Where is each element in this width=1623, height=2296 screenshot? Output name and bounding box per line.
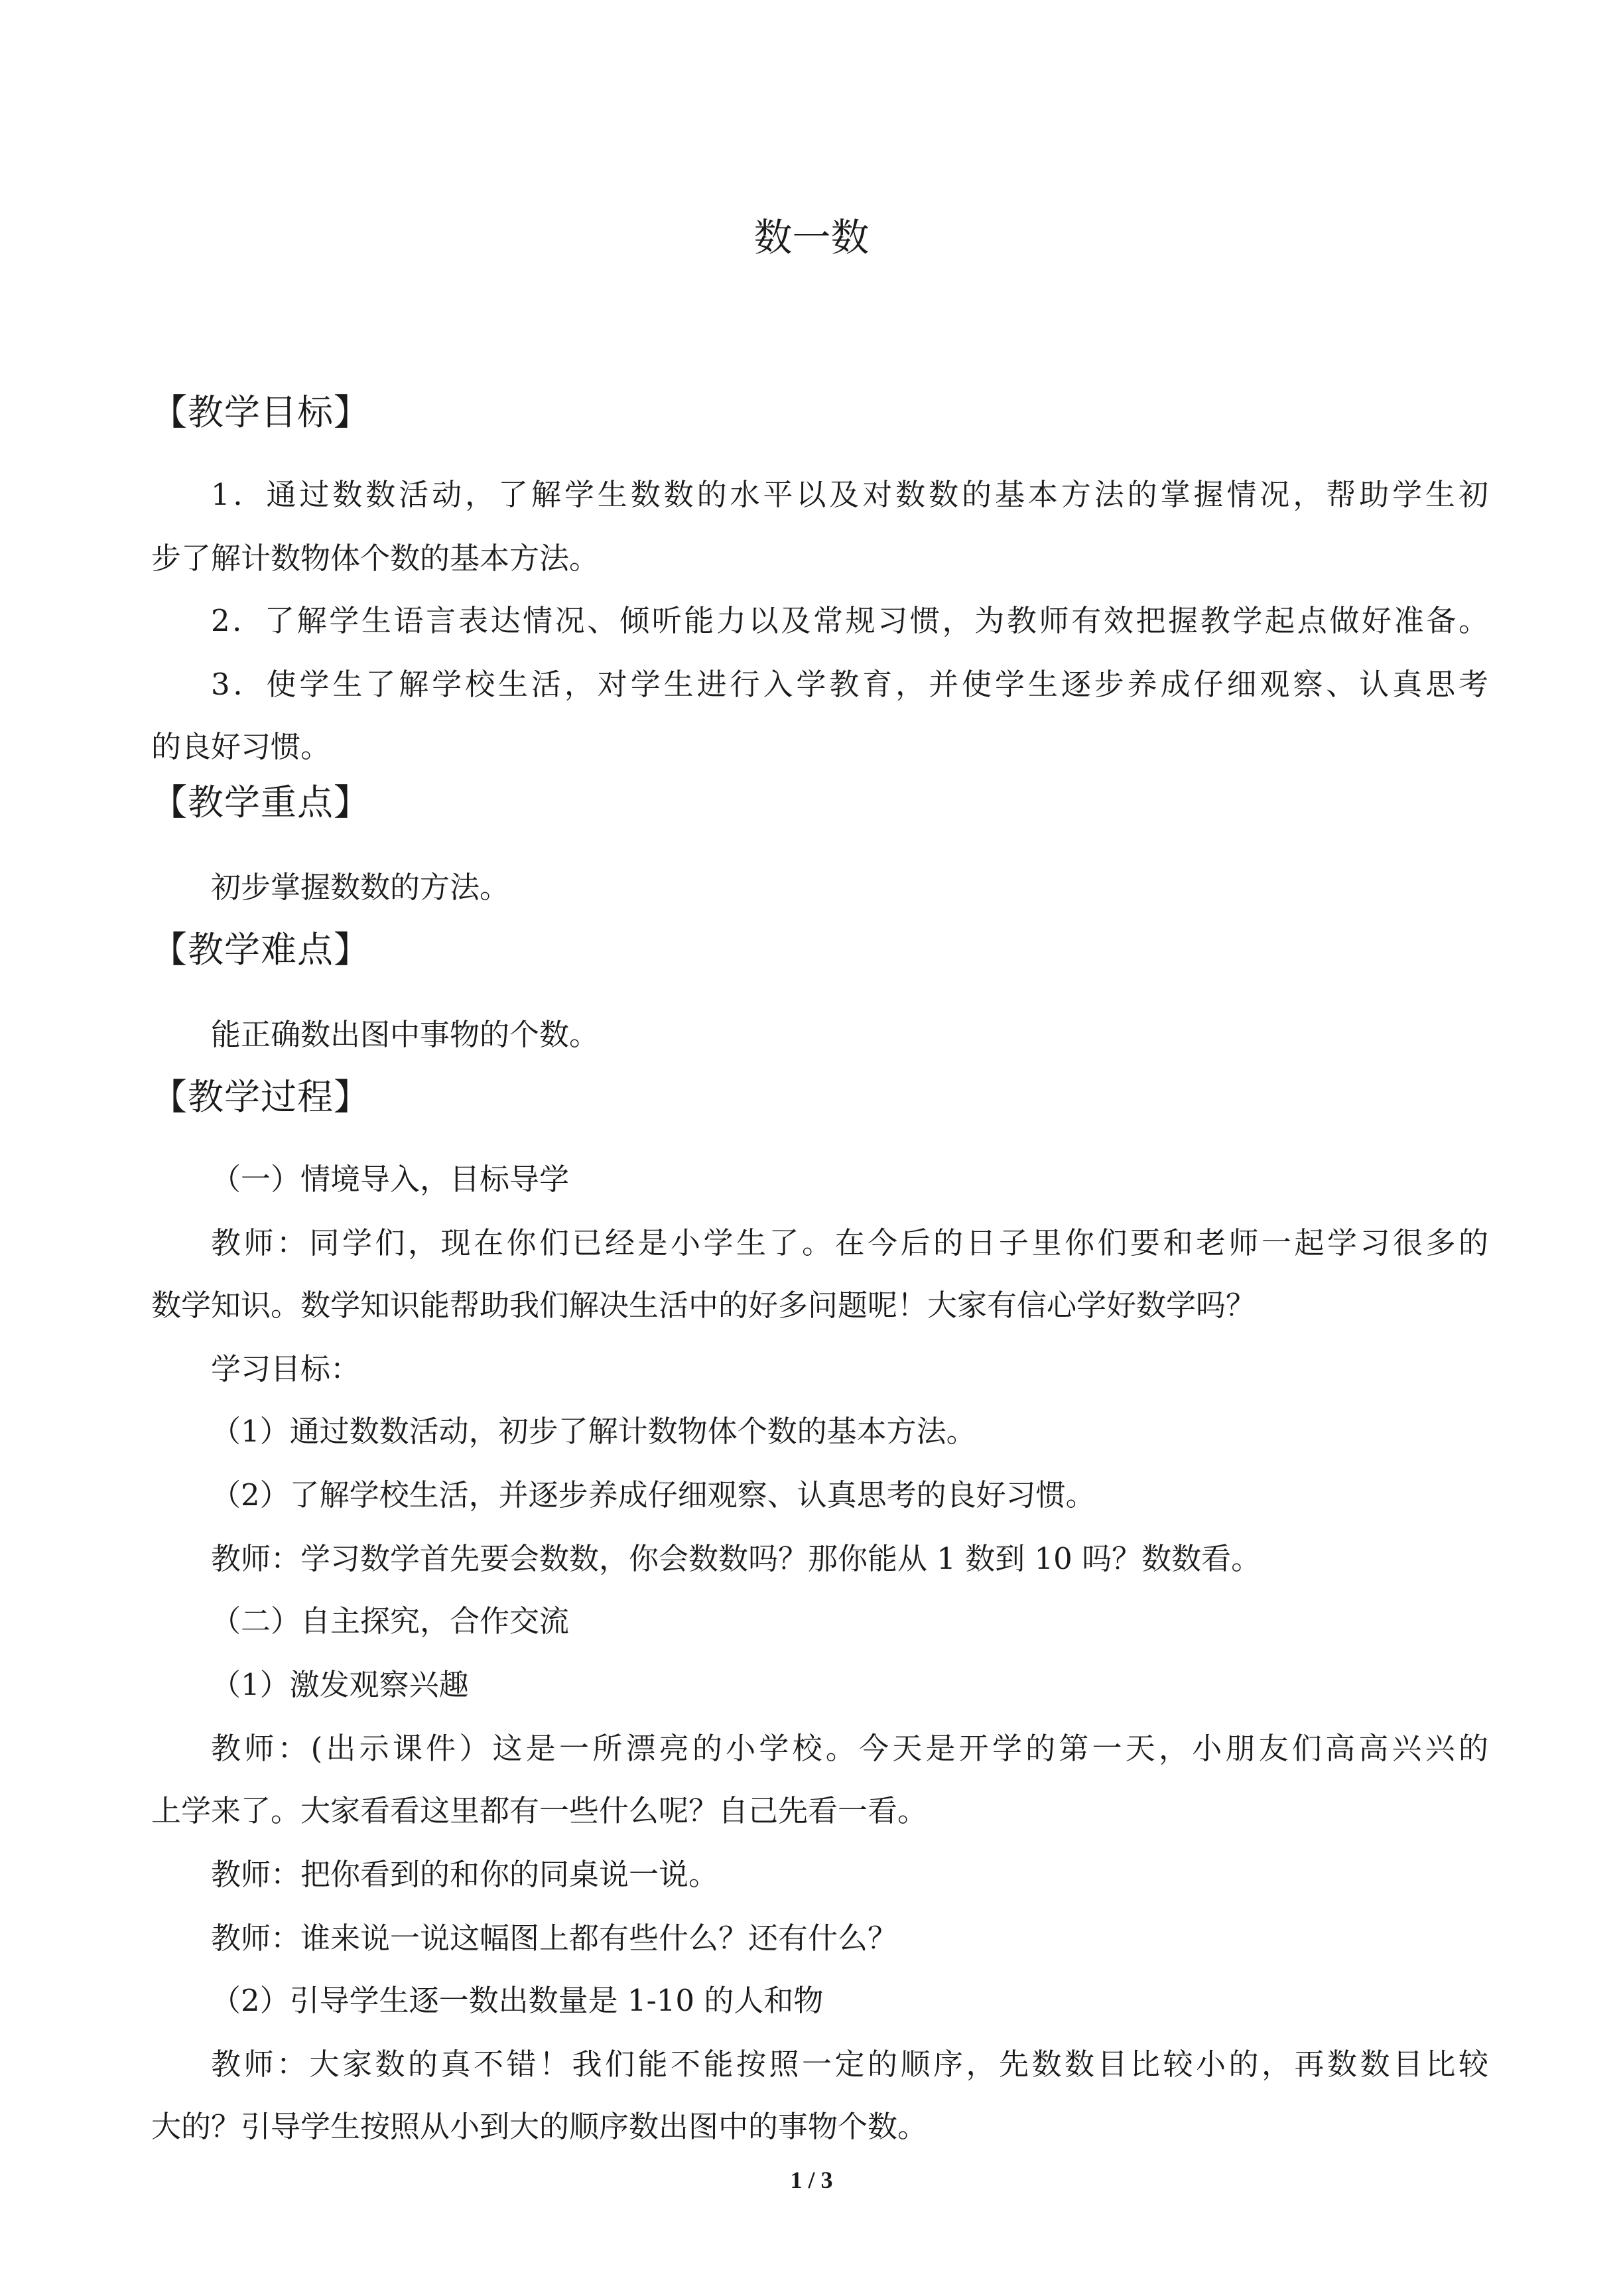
process-line: （二）自主探究，合作交流 <box>211 1603 570 1639</box>
process-line: 教师：同学们，现在你们已经是小学生了。在今后的日子里你们要和老师一起学习很多的 <box>211 1225 1488 1260</box>
process-line: （2）引导学生逐一数出数量是 1-10 的人和物 <box>211 1983 824 2018</box>
section-heading-process: 【教学过程】 <box>151 1076 370 1118</box>
section-heading-difficulties: 【教学难点】 <box>151 929 370 971</box>
document-title: 数一数 <box>753 215 870 260</box>
process-line: 教师：谁来说一说这幅图上都有些什么？还有什么？ <box>211 1921 898 1956</box>
key-points-text: 初步掌握数数的方法。 <box>211 870 510 905</box>
process-line: 教师：学习数学首先要会数数，你会数数吗？那你能从 1 数到 10 吗？数数看。 <box>211 1541 1262 1576</box>
process-line: （2）了解学校生活，并逐步养成仔细观察、认真思考的良好习惯。 <box>211 1477 1096 1513</box>
goal-item-3-line-1: 3．使学生了解学校生活，对学生进行入学教育，并使学生逐步养成仔细观察、认真思考 <box>211 667 1488 702</box>
process-line: 教师：(出示课件）这是一所漂亮的小学校。今天是开学的第一天，小朋友们高高兴兴的 <box>211 1731 1488 1766</box>
section-heading-goals: 【教学目标】 <box>151 391 370 433</box>
process-line: 教师：大家数的真不错！我们能不能按照一定的顺序，先数数目比较小的，再数数目比较 <box>211 2047 1488 2082</box>
process-line: 上学来了。大家看看这里都有一些什么呢？自己先看一看。 <box>151 1793 928 1828</box>
goal-item-3-line-2: 的良好习惯。 <box>151 729 331 764</box>
section-heading-key-points: 【教学重点】 <box>151 781 370 823</box>
process-line: （1）通过数数活动，初步了解计数物体个数的基本方法。 <box>211 1414 976 1449</box>
difficulties-text: 能正确数出图中事物的个数。 <box>211 1017 600 1052</box>
process-line: 教师：把你看到的和你的同桌说一说。 <box>211 1857 719 1892</box>
process-line: 大的？引导学生按照从小到大的顺序数出图中的事物个数。 <box>151 2109 928 2144</box>
process-line: 数学知识。数学知识能帮助我们解决生活中的好多问题呢！大家有信心学好数学吗？ <box>151 1288 1256 1323</box>
process-line: （一）情境导入，目标导学 <box>211 1162 570 1197</box>
goal-item-2-line-1: 2．了解学生语言表达情况、倾听能力以及常规习惯，为教师有效把握教学起点做好准备。 <box>211 603 1488 638</box>
process-line: 学习目标： <box>211 1351 361 1386</box>
page-number: 1 / 3 <box>790 2167 833 2193</box>
goal-item-1-line-1: 1．通过数数活动，了解学生数数的水平以及对数数的基本方法的掌握情况，帮助学生初 <box>211 477 1488 512</box>
process-line: （1）激发观察兴趣 <box>211 1667 469 1702</box>
goal-item-1-line-2: 步了解计数物体个数的基本方法。 <box>151 541 600 576</box>
